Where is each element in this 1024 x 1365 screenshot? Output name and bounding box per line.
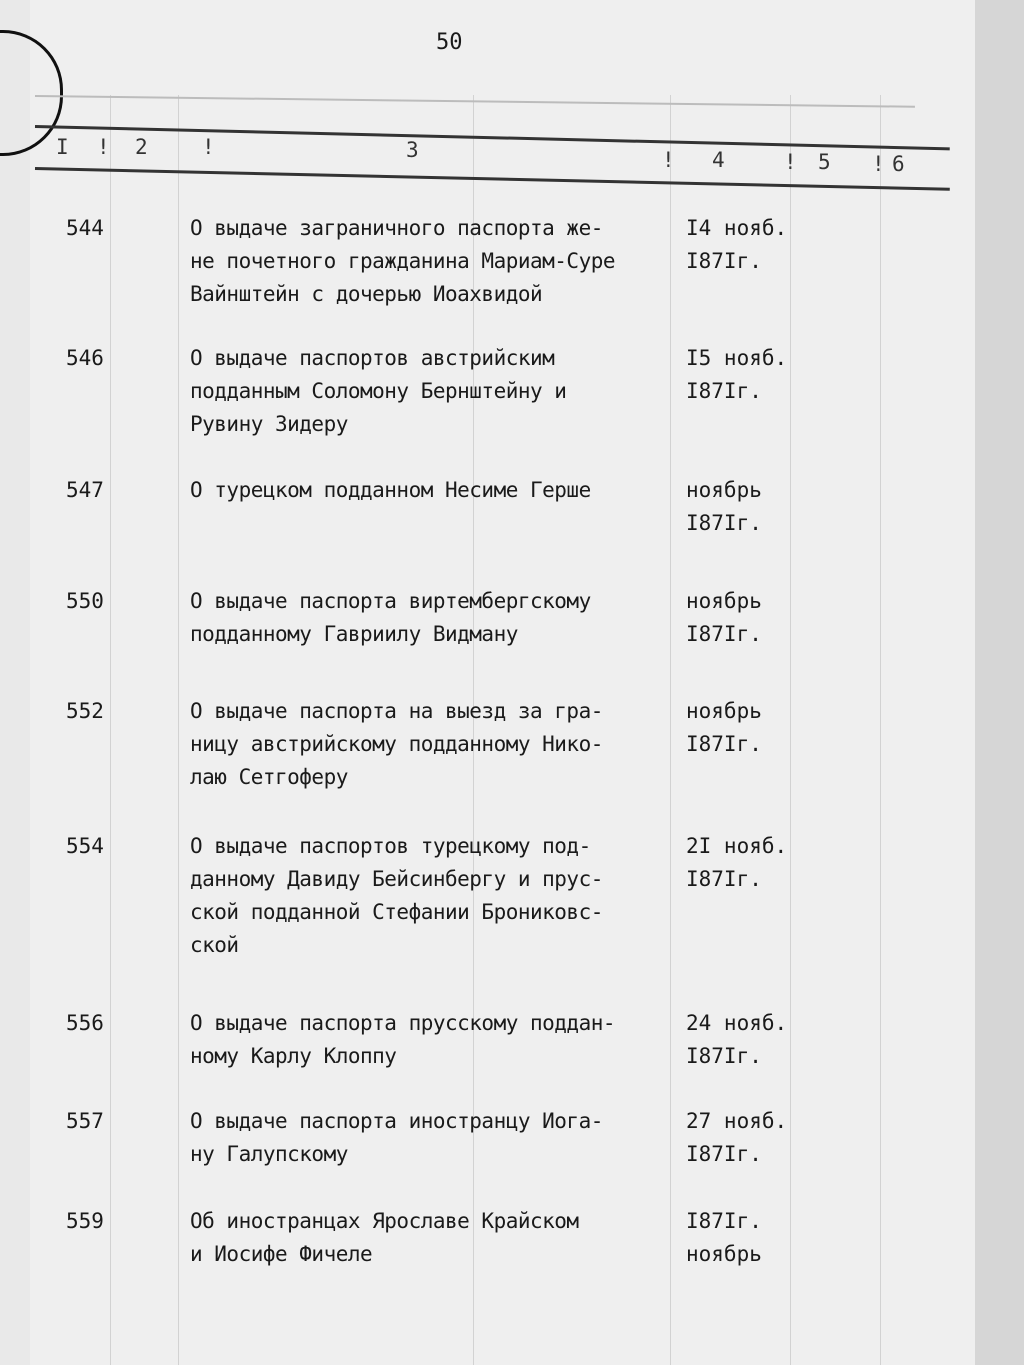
entry-date: I87Iг. [686,249,762,273]
entry-text-line: ской [190,933,239,957]
col-1: I [56,135,69,159]
entry-date: I87Iг. [686,1209,762,1233]
entry-date: I87Iг. [686,622,762,646]
page-edge [975,0,1024,1365]
col-5: 5 [818,150,831,174]
entry-text-line: не почетного гражданина Мариам-Суре [190,249,616,273]
entry-number: 547 [66,478,104,502]
column-rule [790,95,791,1365]
entry-text-line: О выдаче паспорта виртембергскому [190,589,591,613]
col-4: 4 [712,148,725,172]
entry-date: 27 нояб. [686,1109,788,1133]
entry-number: 554 [66,834,104,858]
binding-ring [0,30,63,156]
entry-date: I87Iг. [686,511,762,535]
entry-text-line: лаю Сетгоферу [190,765,348,789]
entry-date: ноябрь [686,699,762,723]
col-2: 2 [135,135,148,159]
entry-date: ноябрь [686,478,762,502]
column-rule [670,95,671,1365]
entry-text-line: ницу австрийскому подданному Нико- [190,732,603,756]
entry-text-line: ному Карлу Клоппу [190,1044,397,1068]
entry-date: I87Iг. [686,867,762,891]
entry-date: I87Iг. [686,1044,762,1068]
entry-number: 559 [66,1209,104,1233]
col-6: 6 [892,152,905,176]
entry-text-line: О выдаче паспортов австрийским [190,346,555,370]
document-page [30,0,975,1365]
entry-date: 24 нояб. [686,1011,788,1035]
page-number: 50 [436,30,463,55]
entry-date: ноябрь [686,1242,762,1266]
entry-date: I5 нояб. [686,346,788,370]
entry-date: I4 нояб. [686,216,788,240]
entry-number: 544 [66,216,104,240]
col-sep: ! [784,150,797,174]
entry-number: 546 [66,346,104,370]
entry-text-line: данному Давиду Бейсинбергу и прус- [190,867,603,891]
entry-text-line: О турецком подданном Несиме Герше [190,478,591,502]
entry-date: I87Iг. [686,1142,762,1166]
entry-number: 556 [66,1011,104,1035]
entry-date: ноябрь [686,589,762,613]
entry-number: 557 [66,1109,104,1133]
col-sep: ! [202,135,215,159]
column-rule [178,95,179,1365]
entry-text-line: подданному Гавриилу Видману [190,622,518,646]
entry-number: 550 [66,589,104,613]
entry-date: I87Iг. [686,379,762,403]
col-sep: ! [872,152,885,176]
entry-text-line: О выдаче паспортов турецкому под- [190,834,591,858]
entry-date: 2I нояб. [686,834,788,858]
entry-text-line: Об иностранцах Ярославе Крайском [190,1209,579,1233]
entry-date: I87Iг. [686,732,762,756]
column-rule [110,95,111,1365]
entry-text-line: Рувину Зидеру [190,412,348,436]
entry-text-line: ской подданной Стефании Брониковс- [190,900,603,924]
col-sep: ! [662,148,675,172]
entry-text-line: и Иосифе Фичеле [190,1242,373,1266]
col-sep: ! [97,135,110,159]
column-rule [880,95,881,1365]
entry-text-line: О выдаче заграничного паспорта же- [190,216,603,240]
col-3: 3 [406,138,419,162]
entry-text-line: О выдаче паспорта иностранцу Иога- [190,1109,603,1133]
entry-number: 552 [66,699,104,723]
entry-text-line: О выдаче паспорта на выезд за гра- [190,699,603,723]
entry-text-line: ну Галупскому [190,1142,348,1166]
entry-text-line: подданным Соломону Бернштейну и [190,379,567,403]
entry-text-line: Вайнштейн с дочерью Иоахвидой [190,282,543,306]
entry-text-line: О выдаче паспорта прусскому поддан- [190,1011,616,1035]
